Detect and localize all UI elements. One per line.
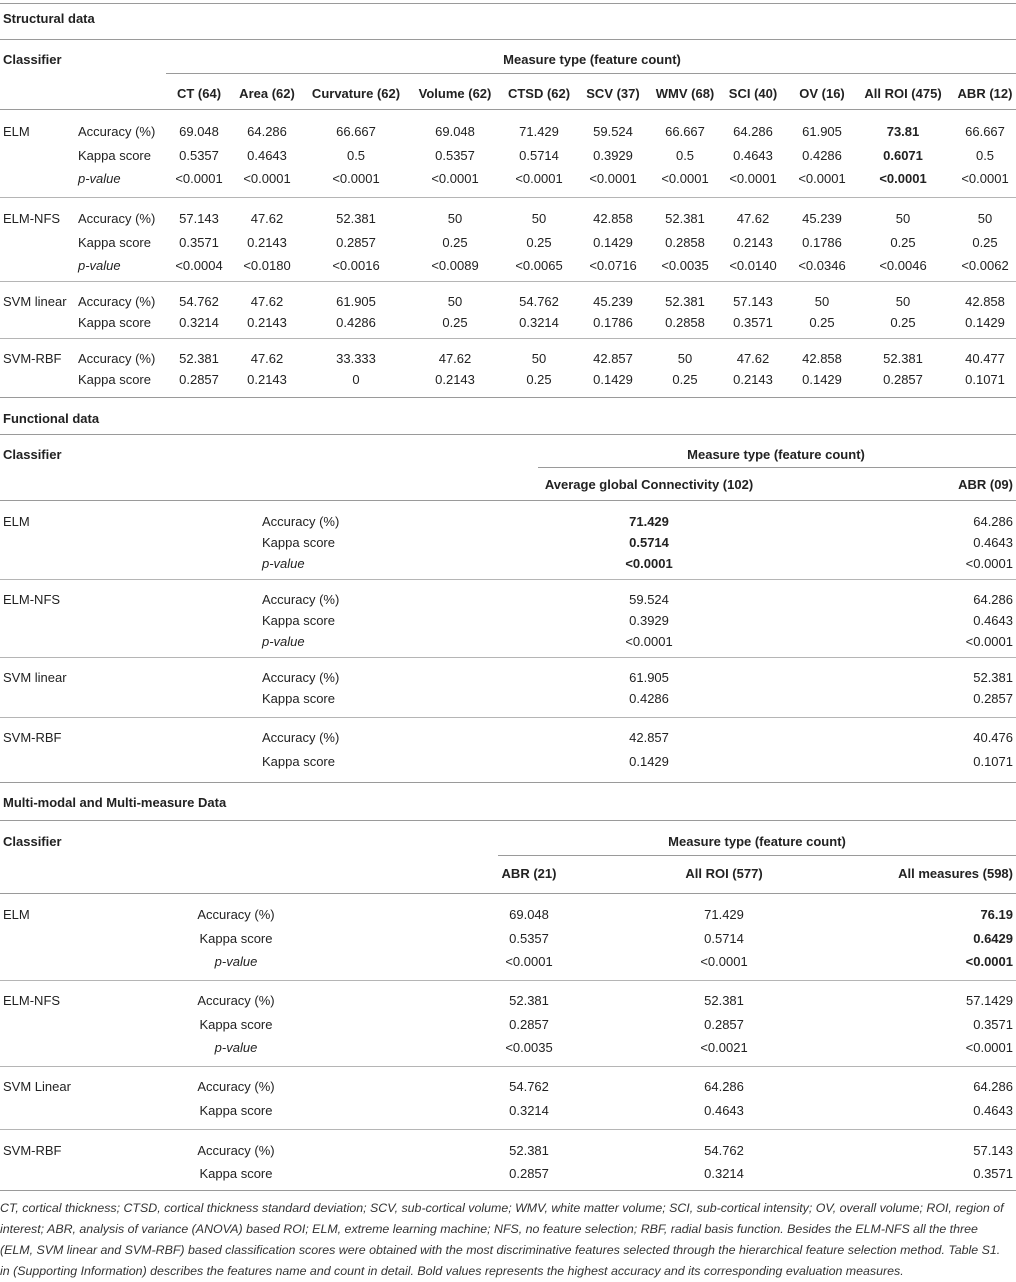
table-cell: 61.905: [629, 670, 669, 685]
table-cell: 0.5714: [629, 535, 669, 550]
table-cell: 0.3571: [179, 235, 219, 250]
classifier-name: ELM-NFS: [3, 993, 61, 1008]
table-cell: 0.25: [972, 235, 998, 250]
classifier-name: ELM: [3, 907, 30, 922]
metric-label: Accuracy (%): [262, 730, 340, 745]
table-cell: 50: [895, 294, 911, 309]
table-cell: 0.25: [442, 235, 468, 250]
column-header: OV (16): [799, 86, 845, 101]
table-cell: 0.1071: [965, 372, 1005, 387]
table-cell: 0.4286: [336, 315, 376, 330]
table-cell: 0.3214: [704, 1166, 744, 1181]
metric-label: p-value: [262, 556, 305, 571]
table-cell: 0.2143: [733, 372, 773, 387]
table-cell: 64.286: [973, 592, 1013, 607]
table-cell: 50: [531, 211, 547, 226]
table-cell: 0.1429: [629, 754, 669, 769]
table-cell: 45.239: [593, 294, 633, 309]
classifier-name: ELM: [3, 514, 30, 529]
header-subrule: [538, 467, 1016, 468]
classifier-name: SVM linear: [3, 294, 67, 309]
table-cell: 0.5357: [179, 148, 219, 163]
table-cell: 66.667: [965, 124, 1005, 139]
metric-label: Accuracy (%): [78, 211, 156, 226]
column-header: CT (64): [176, 86, 222, 101]
table-cell: 0.25: [526, 235, 552, 250]
metric-label: p-value: [78, 171, 121, 186]
column-header: WMV (68): [655, 86, 715, 101]
table-cell: 0.25: [890, 315, 916, 330]
table-cell: 0.2143: [247, 315, 287, 330]
table-cell: 0.25: [890, 235, 916, 250]
metric-label: p-value: [262, 634, 305, 649]
table-cell: 64.286: [247, 124, 287, 139]
column-header: SCI (40): [728, 86, 778, 101]
table-cell: <0.0001: [700, 954, 748, 969]
rule: [0, 893, 1016, 894]
table-cell: 50: [977, 211, 993, 226]
table-cell: 50: [677, 351, 693, 366]
rule: [0, 39, 1016, 40]
table-cell: 50: [447, 211, 463, 226]
table-cell: 66.667: [665, 124, 705, 139]
table-cell: <0.0001: [961, 171, 1009, 186]
table-cell: <0.0065: [515, 258, 563, 273]
rule: [0, 500, 1016, 501]
table-cell: 0.2858: [665, 315, 705, 330]
metric-label: Kappa score: [199, 1017, 273, 1032]
table-cell: 59.524: [629, 592, 669, 607]
table-cell: 42.858: [802, 351, 842, 366]
metric-label: Accuracy (%): [78, 124, 156, 139]
table-cell: <0.0001: [965, 556, 1013, 571]
table-cell: <0.0001: [332, 171, 380, 186]
table-cell: 0.4286: [802, 148, 842, 163]
column-header: Volume (62): [418, 86, 492, 101]
table-cell: <0.0004: [175, 258, 223, 273]
metric-label: Kappa score: [262, 754, 335, 769]
table-cell: 0.3929: [593, 148, 633, 163]
rule: [0, 782, 1016, 783]
table-cell: 0.3214: [509, 1103, 549, 1118]
table-cell: <0.0140: [729, 258, 777, 273]
metric-label: Kappa score: [262, 535, 335, 550]
table-cell: 64.286: [973, 514, 1013, 529]
column-header: All ROI (577): [685, 866, 763, 881]
table-cell: 0.2857: [179, 372, 219, 387]
table-cell: <0.0001: [589, 171, 637, 186]
table-cell: <0.0001: [965, 954, 1013, 969]
table-cell: 52.381: [665, 211, 705, 226]
column-header: ABR (21): [501, 866, 557, 881]
metric-label: Accuracy (%): [262, 670, 340, 685]
table-cell: 57.1429: [966, 993, 1013, 1008]
table-cell: 42.857: [629, 730, 669, 745]
table-cell: 59.524: [593, 124, 633, 139]
table-cell: 42.857: [593, 351, 633, 366]
table-cell: 0.4643: [247, 148, 287, 163]
table-cell: 76.19: [980, 907, 1013, 922]
table-cell: 66.667: [336, 124, 376, 139]
table-cell: 0.3214: [519, 315, 559, 330]
classifier-name: SVM Linear: [3, 1079, 71, 1094]
rule: [0, 397, 1016, 398]
table-cell: 0.25: [809, 315, 835, 330]
metric-label: Accuracy (%): [197, 907, 275, 922]
table-cell: 33.333: [336, 351, 376, 366]
table-cell: 0.6429: [973, 931, 1013, 946]
metric-label: Kappa score: [78, 315, 151, 330]
table-cell: 0.5: [675, 148, 695, 163]
table-cell: <0.0001: [879, 171, 927, 186]
table-cell: <0.0001: [175, 171, 223, 186]
metric-label: Kappa score: [199, 1166, 273, 1181]
classifier-name: SVM-RBF: [3, 351, 62, 366]
table-cell: <0.0021: [700, 1040, 748, 1055]
table-cell: 0.2857: [973, 691, 1013, 706]
table-cell: 71.429: [629, 514, 669, 529]
table-cell: 0.1786: [802, 235, 842, 250]
table-cell: 73.81: [886, 124, 920, 139]
table-cell: <0.0089: [431, 258, 479, 273]
table-cell: 0.2857: [704, 1017, 744, 1032]
table-cell: 57.143: [733, 294, 773, 309]
table-cell: 40.477: [965, 351, 1005, 366]
table-cell: 0.3571: [973, 1166, 1013, 1181]
table-cell: 0.4643: [973, 613, 1013, 628]
classifier-name: SVM-RBF: [3, 730, 62, 745]
table-cell: <0.0001: [965, 1040, 1013, 1055]
table-cell: 52.381: [973, 670, 1013, 685]
table-cell: 0.2858: [665, 235, 705, 250]
metric-label: Kappa score: [78, 235, 151, 250]
table-cell: <0.0001: [798, 171, 846, 186]
table-cell: 52.381: [336, 211, 376, 226]
table-cell: <0.0180: [243, 258, 291, 273]
group-rule: [0, 1129, 1016, 1130]
group-rule: [0, 1066, 1016, 1067]
table-cell: 64.286: [733, 124, 773, 139]
table-cell: 52.381: [665, 294, 705, 309]
table-cell: 52.381: [509, 993, 549, 1008]
table-cell: 52.381: [179, 351, 219, 366]
metric-label: Accuracy (%): [262, 592, 340, 607]
table-cell: 42.858: [965, 294, 1005, 309]
table-cell: 0.1429: [802, 372, 842, 387]
table-cell: 0.1429: [593, 235, 633, 250]
table-cell: 0.5: [975, 148, 995, 163]
table-cell: 54.762: [704, 1143, 744, 1158]
table-cell: 47.62: [736, 211, 770, 226]
rule: [0, 434, 1016, 435]
metric-label: p-value: [78, 258, 121, 273]
classifier-name: ELM: [3, 124, 30, 139]
classifier-header: Classifier: [3, 834, 62, 849]
metric-label: Accuracy (%): [197, 1143, 275, 1158]
metric-label: Kappa score: [78, 372, 151, 387]
table-cell: 0.2857: [883, 372, 923, 387]
classifier-name: ELM-NFS: [3, 592, 61, 607]
table-cell: 42.858: [593, 211, 633, 226]
table-cell: 64.286: [704, 1079, 744, 1094]
table-cell: 0.25: [526, 372, 552, 387]
table-cell: 0.1071: [973, 754, 1013, 769]
table-cell: 0.2143: [247, 372, 287, 387]
table-cell: 0.5714: [704, 931, 744, 946]
table-cell: 50: [531, 351, 547, 366]
table-cell: 47.62: [736, 351, 770, 366]
measure-type-header: Measure type (feature count): [503, 52, 681, 67]
table-cell: <0.0716: [589, 258, 637, 273]
table-cell: 69.048: [509, 907, 549, 922]
table-cell: <0.0046: [879, 258, 927, 273]
section-title-multimodal: Multi-modal and Multi-measure Data: [3, 795, 227, 810]
column-header: CTSD (62): [507, 86, 571, 101]
table-cell: 0.4643: [973, 1103, 1013, 1118]
table-cell: 0: [352, 372, 360, 387]
table-cell: 54.762: [179, 294, 219, 309]
table-cell: 54.762: [509, 1079, 549, 1094]
table-cell: 0.3214: [179, 315, 219, 330]
table-cell: <0.0001: [243, 171, 291, 186]
table-cell: 0.5357: [509, 931, 549, 946]
table-cell: 64.286: [973, 1079, 1013, 1094]
column-header: Area (62): [239, 86, 295, 101]
column-header: ABR (12): [957, 86, 1013, 101]
table-cell: <0.0001: [515, 171, 563, 186]
table-cell: <0.0062: [961, 258, 1009, 273]
metric-label: Kappa score: [262, 691, 335, 706]
table-cell: <0.0001: [965, 634, 1013, 649]
table-cell: 0.2143: [733, 235, 773, 250]
group-rule: [0, 717, 1016, 718]
table-cell: 45.239: [802, 211, 842, 226]
table-cell: 0.4643: [733, 148, 773, 163]
column-header: All measures (598): [898, 866, 1013, 881]
table-cell: 0.3929: [629, 613, 669, 628]
column-header: ABR (09): [958, 477, 1013, 492]
column-header: Curvature (62): [311, 86, 401, 101]
table-cell: 57.143: [973, 1143, 1013, 1158]
metric-label: Kappa score: [199, 931, 273, 946]
measure-type-header: Measure type (feature count): [687, 447, 865, 462]
table-cell: 47.62: [250, 211, 284, 226]
classifier-header: Classifier: [3, 52, 62, 67]
table-footnote: CT, cortical thickness; CTSD, cortical thickness standard deviation; SCV, sub-cortical volume; WMV, white matter volume; SCI, sub-cortical intensity; OV, overall volume; ROI, region of interest; ABR, analysis of variance (ANOVA) based ROI; ELM, extreme learning machine; NFS, no feature selection; RBF, radial basis function. Besides the ELM-NFS all the three (ELM, SVM linear and SVM-RBF) based classification scores were obtained with the most discriminative features selected through the hierarchical feature selection method. Table S1. in (Supporting Information) describes the features name and count in detail. Bold values represents the highest accuracy and its corresponding evaluation measures.: [0, 1201, 1004, 1278]
metric-label: p-value: [214, 954, 258, 969]
table-cell: 0.4286: [629, 691, 669, 706]
classifier-header: Classifier: [3, 447, 62, 462]
table-cell: 40.476: [973, 730, 1013, 745]
table-cell: 50: [447, 294, 463, 309]
classifier-name: ELM-NFS: [3, 211, 61, 226]
table-cell: <0.0001: [661, 171, 709, 186]
rule: [0, 820, 1016, 821]
column-header: Average global Connectivity (102): [544, 477, 754, 492]
table-cell: 47.62: [250, 351, 284, 366]
header-subrule: [166, 73, 1016, 74]
table-cell: 71.429: [704, 907, 744, 922]
table-cell: 0.1429: [593, 372, 633, 387]
group-rule: [0, 980, 1016, 981]
metric-label: Accuracy (%): [197, 1079, 275, 1094]
table-cell: 0.1429: [965, 315, 1005, 330]
table-cell: 52.381: [509, 1143, 549, 1158]
table-cell: 0.2143: [435, 372, 475, 387]
table-cell: 0.4643: [704, 1103, 744, 1118]
table-cell: 0.5714: [519, 148, 559, 163]
table-cell: 0.1786: [593, 315, 633, 330]
metric-label: p-value: [214, 1040, 258, 1055]
group-rule: [0, 197, 1016, 198]
metric-label: Accuracy (%): [262, 514, 340, 529]
table-cell: 61.905: [802, 124, 842, 139]
table-cell: 0.2857: [509, 1166, 549, 1181]
table-cell: 0.5: [346, 148, 366, 163]
table-cell: 0.2143: [247, 235, 287, 250]
group-rule: [0, 281, 1016, 282]
table-cell: 69.048: [179, 124, 219, 139]
rule: [0, 1190, 1016, 1191]
metric-label: Accuracy (%): [78, 351, 156, 366]
table-cell: 52.381: [704, 993, 744, 1008]
table-cell: 0.5357: [435, 148, 475, 163]
table-cell: 0.2857: [509, 1017, 549, 1032]
rule: [0, 109, 1016, 110]
table-cell: 52.381: [883, 351, 923, 366]
table-cell: 57.143: [179, 211, 219, 226]
table-cell: <0.0346: [798, 258, 846, 273]
header-subrule: [498, 855, 1016, 856]
column-header: SCV (37): [586, 86, 640, 101]
table-cell: 71.429: [519, 124, 559, 139]
section-title-structural: Structural data: [3, 11, 95, 26]
table-cell: 50: [814, 294, 830, 309]
table-cell: <0.0001: [505, 954, 553, 969]
table-cell: <0.0001: [625, 556, 673, 571]
table-cell: <0.0001: [625, 634, 673, 649]
metric-label: Kappa score: [78, 148, 151, 163]
group-rule: [0, 338, 1016, 339]
table-cell: 0.2857: [336, 235, 376, 250]
table-cell: 0.6071: [883, 148, 923, 163]
group-rule: [0, 579, 1016, 580]
table-cell: 47.62: [438, 351, 472, 366]
table-cell: <0.0016: [332, 258, 380, 273]
group-rule: [0, 657, 1016, 658]
measure-type-header: Measure type (feature count): [668, 834, 846, 849]
table-cell: <0.0001: [431, 171, 479, 186]
classifier-name: SVM linear: [3, 670, 67, 685]
classifier-name: SVM-RBF: [3, 1143, 62, 1158]
table-cell: 0.25: [672, 372, 698, 387]
metric-label: Accuracy (%): [78, 294, 156, 309]
table-cell: 61.905: [336, 294, 376, 309]
rule: [0, 3, 1016, 4]
table-cell: 0.3571: [973, 1017, 1013, 1032]
table-cell: 0.4643: [973, 535, 1013, 550]
table-cell: 0.3571: [733, 315, 773, 330]
table-cell: 0.25: [442, 315, 468, 330]
metric-label: Kappa score: [262, 613, 335, 628]
table-cell: <0.0001: [729, 171, 777, 186]
column-header: All ROI (475): [864, 86, 942, 101]
table-cell: 69.048: [435, 124, 475, 139]
metric-label: Kappa score: [199, 1103, 273, 1118]
table-cell: <0.0035: [661, 258, 709, 273]
table-cell: 47.62: [250, 294, 284, 309]
table-cell: <0.0035: [505, 1040, 553, 1055]
metric-label: Accuracy (%): [197, 993, 275, 1008]
section-title-functional: Functional data: [3, 411, 100, 426]
table-cell: 50: [895, 211, 911, 226]
table-cell: 54.762: [519, 294, 559, 309]
